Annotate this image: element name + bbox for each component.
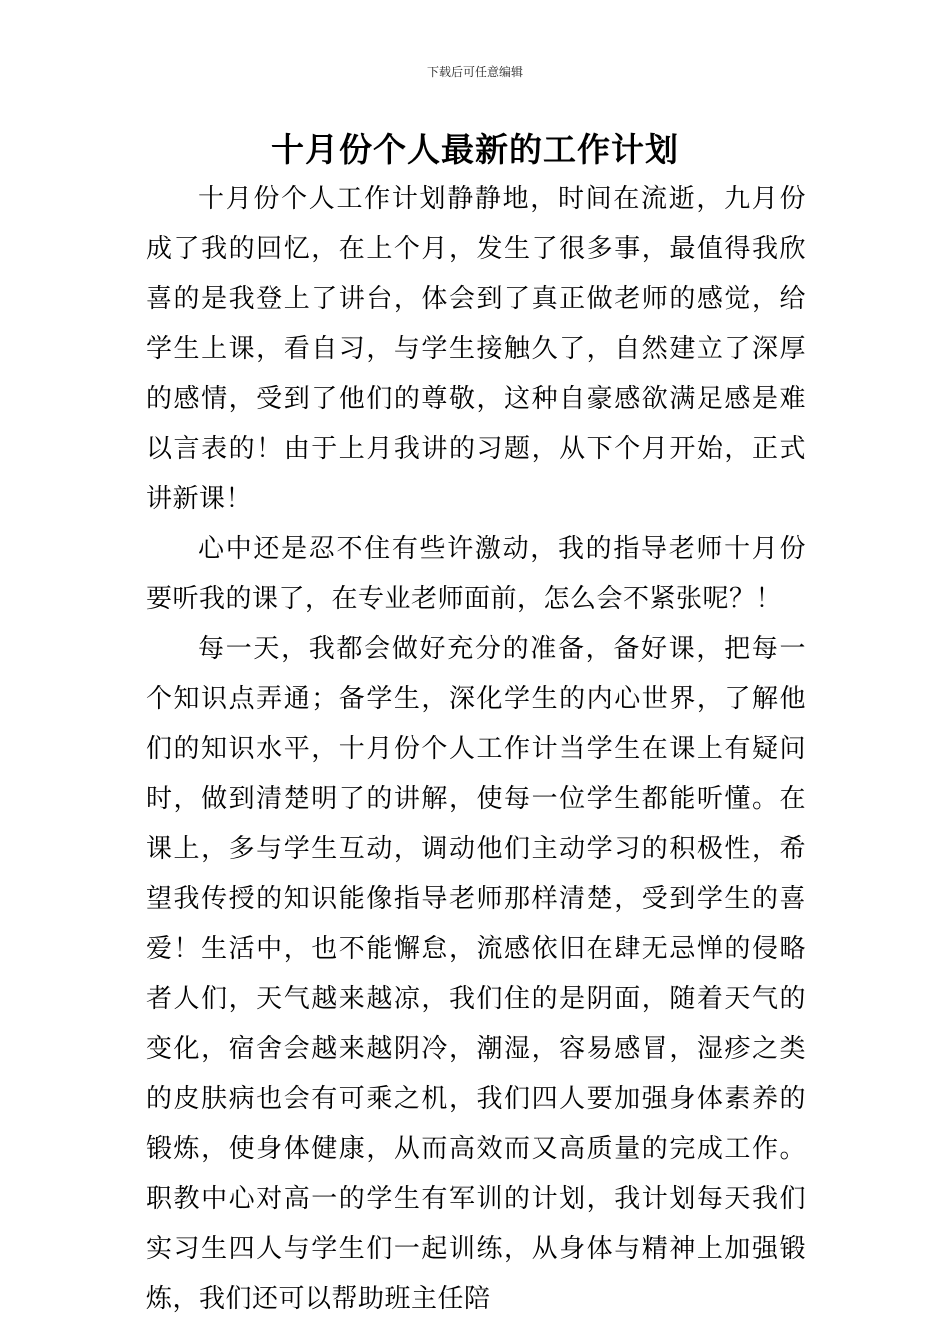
header-note: 下载后可任意编辑 xyxy=(426,65,523,79)
document-body xyxy=(146,174,806,1324)
paragraph: 心中还是忍不住有些许激动，我的指导老师十月份要听我的课了，在专业老师面前，怎么会不紧张呢？！ xyxy=(146,534,806,614)
document-title: 十月份个人最新的工作计划 xyxy=(271,130,679,169)
paragraph: 十月份个人工作计划静静地，时间在流逝，九月份成了我的回忆，在上个月，发生了很多事，最值得我欣喜的是我登上了讲台，体会到了真正做老师的感觉，给学生上课，看自习，与学生接触久了，自然建立了深厚的感情，受到了他们的尊敬，这种自豪感欲满足感是难以言表的！由于上月我讲的习题，从下个月开始，正式讲新课！ xyxy=(146,184,806,514)
paragraph: 每一天，我都会做好充分的准备，备好课，把每一个知识点弄通；备学生，深化学生的内心世界，了解他们的知识水平，十月份个人工作计当学生在课上有疑问时，做到清楚明了的讲解，使每一位学生都能听懂。在课上，多与学生互动，调动他们主动学习的积极性，希望我传授的知识能像指导老师那样清楚，受到学生的喜爱！生活中，也不能懈怠，流感依旧在肆无忌惮的侵略者人们，天气越来越凉，我们住的是阴面，随着天气的变化，宿舍会越来越阴冷，潮湿，容易感冒，湿疹之类的皮肤病也会有可乘之机，我们四人要加强身体素养的锻炼，使身体健康，从而高效而又高质量的完成工作。职教中心对高一的学生有军训的计划，我计划每天我们实习生四人与学生们一起训练，从身体与精神上加强锻炼，我们还可以帮助班主任陪 xyxy=(146,634,806,1314)
